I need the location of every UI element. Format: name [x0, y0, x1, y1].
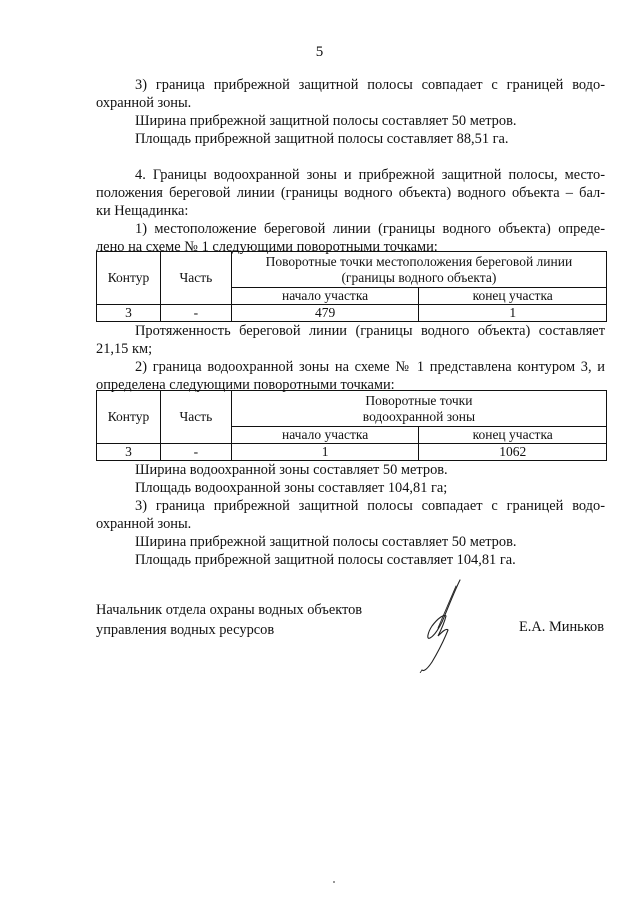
water-zone-points-table — [96, 390, 607, 461]
section4-p1-line3: ки Нещадинка: — [96, 203, 189, 219]
table2-cell-chast: - — [160, 444, 231, 461]
table1-cell-chast: - — [160, 305, 231, 322]
table2-cell-end: 1062 — [419, 444, 607, 461]
section3-area: Площадь прибрежной защитной полосы составляет 88,51 га. — [135, 131, 509, 147]
table1-subheader-start: начало участка — [231, 288, 419, 305]
section4-p3-line1: 2) граница водоохранной зоны на схеме № 1 представлена контуром 3, и — [135, 359, 605, 375]
section3-line2: охранной зоны. — [96, 95, 192, 111]
table2-header-main-line1: Поворотные точки — [365, 392, 473, 408]
scan-speck — [333, 881, 335, 883]
table2-header-chast: Часть — [160, 391, 231, 444]
signatory-title-line2: управления водных ресурсов — [96, 622, 275, 638]
page-number: 5 — [315, 44, 324, 60]
table1-subheader-end: конец участка — [419, 288, 607, 305]
section4-p2-line1: 1) местоположение береговой линии (границы водного объекта) опреде- — [135, 221, 605, 237]
table-row — [97, 305, 607, 322]
section4-p4-line2: охранной зоны. — [96, 516, 192, 532]
table2-header-kontur: Контур — [97, 391, 161, 444]
table1-header-chast: Часть — [160, 252, 231, 305]
table1-header-kontur: Контур — [97, 252, 161, 305]
water-zone-area: Площадь водоохранной зоны составляет 104,81 га; — [135, 480, 448, 496]
signatory-name: Е.А. Миньков — [519, 619, 604, 635]
section4-p1-line1: 4. Границы водоохранной зоны и прибрежной защитной полосы, место- — [135, 167, 605, 183]
section3-width: Ширина прибрежной защитной полосы составляет 50 метров. — [135, 113, 517, 129]
water-zone-width: Ширина водоохранной зоны составляет 50 метров. — [135, 462, 448, 478]
table1-cell-kontur: 3 — [97, 305, 161, 322]
section4-p4-line1: 3) граница прибрежной защитной полосы совпадает с границей водо- — [135, 498, 605, 514]
table1-cell-start: 479 — [231, 305, 419, 322]
table1-header-main-line1: Поворотные точки местоположения береговой линии — [265, 253, 573, 269]
table2-cell-kontur: 3 — [97, 444, 161, 461]
shoreline-length-line2: 21,15 км; — [96, 341, 153, 357]
table2-header-main — [231, 391, 606, 427]
signatory-title-line1: Начальник отдела охраны водных объектов — [96, 602, 363, 618]
table1-header-main-line2: (границы водного объекта) — [341, 269, 497, 285]
table2-cell-start: 1 — [231, 444, 419, 461]
shoreline-length-line1: Протяженность береговой линии (границы водного объекта) составляет — [135, 323, 605, 339]
section4-p2-line2: лено на схеме № 1 следующими поворотными точками: — [96, 239, 438, 255]
shoreline-points-table — [96, 251, 607, 322]
section4-p1-line2: положения береговой линии (границы водного объекта) водного объекта – бал- — [96, 185, 605, 201]
protective-strip-width: Ширина прибрежной защитной полосы составляет 50 метров. — [135, 534, 517, 550]
table-row — [97, 444, 607, 461]
signatory-title — [96, 600, 362, 640]
table1-header-main — [231, 252, 606, 288]
section3-line1: 3) граница прибрежной защитной полосы совпадает с границей водо- — [135, 77, 605, 93]
table1-cell-end: 1 — [419, 305, 607, 322]
table2-subheader-end: конец участка — [419, 427, 607, 444]
protective-strip-area: Площадь прибрежной защитной полосы составляет 104,81 га. — [135, 552, 516, 568]
section4-p3-line2: определена следующими поворотными точками: — [96, 377, 395, 393]
table2-subheader-start: начало участка — [231, 427, 419, 444]
handwritten-signature-icon — [408, 578, 468, 673]
table2-header-main-line2: водоохранной зоны — [362, 408, 476, 424]
